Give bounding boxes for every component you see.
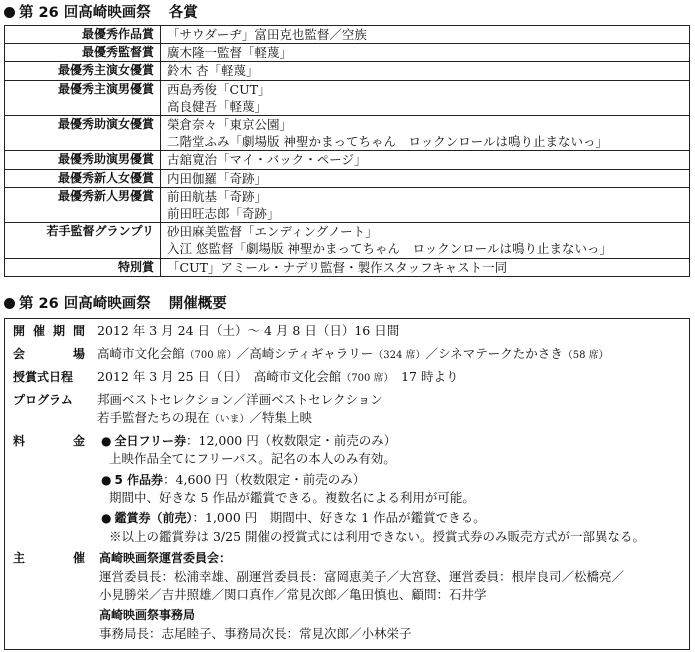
award-category: 最優秀新人女優賞 (5, 169, 161, 187)
program-line-1: 邦画ベストセレクション／洋画ベストセレクション (97, 392, 383, 407)
award-category: 最優秀作品賞 (5, 26, 161, 44)
award-winners (161, 26, 690, 44)
award-winner: 二階堂ふみ「劇場版 神聖かまってちゃん ロックンロールは鳴り止まないっ」 (167, 134, 608, 150)
organizer-committee: 高崎映画祭運営委員会： (99, 551, 232, 565)
awards-section-title: 第 26 回高崎映画祭 各賞 (4, 3, 198, 23)
award-category: 最優秀新人男優賞 (5, 187, 161, 222)
committee-line-2: 小見勝栄／吉井照雄／関口真作／常見次郎／亀田慎也、顧問：石井学 (99, 587, 487, 602)
award-row (5, 223, 690, 258)
award-winner: 「CUT」アミール・ナデリ監督・製作スタッフキャスト一同 (167, 259, 508, 275)
award-winner: 高良健吾「軽蔑」 (167, 98, 268, 114)
office-line-1: 事務局長：志尾睦子、事務局次長：常見次郎／小林栄子 (99, 626, 412, 641)
award-winner: 砂田麻美監督「エンディングノート」 (167, 224, 378, 240)
fee-label: 料 金 (13, 434, 85, 448)
award-category: 最優秀監督賞 (5, 44, 161, 62)
award-winners (161, 169, 690, 187)
fee-footnote: ※以上の鑑賞券は 3/25 開催の授賞式には利用できない。授賞式券のみ販売方式が一部異なる。 (109, 529, 646, 544)
award-row (5, 151, 690, 169)
award-winner: 前田旺志郎「奇跡」 (167, 205, 280, 221)
ticket-five-note: 期間中、好きな 5 作品が鑑賞できる。複数名による利用が可能。 (109, 490, 475, 505)
award-winner: 入江 悠監督「劇場版 神聖かまってちゃん ロックンロールは鳴り止まないっ」 (167, 241, 612, 257)
award-winner: 古舘寛治「マイ・バック・ページ」 (167, 152, 367, 168)
venue-label: 会 場 (13, 347, 85, 361)
bullet-icon: ● (101, 511, 112, 525)
program-line-2: 若手監督たちの現在（いま）／特集上映 (97, 410, 313, 425)
ceremony-value: 2012 年 3 月 25 日（日） 高崎市文化会館（700 席） 17 時より (97, 369, 459, 384)
award-row (5, 62, 690, 80)
award-winner: 前田航基「奇跡」 (167, 188, 268, 204)
award-winner: 「サウダーヂ」富田克也監督／空族 (167, 27, 367, 42)
award-category: 特別賞 (5, 258, 161, 276)
committee-line-1: 運営委員長：松浦幸雄、副運営委員長：富岡恵美子／大宮登、運営委員：根岸良司／松橋亮／ (99, 569, 625, 584)
award-winners (161, 115, 690, 150)
bullet-icon: ● (101, 473, 112, 487)
overview-box (4, 318, 690, 650)
award-winners (161, 44, 690, 62)
award-category: 最優秀主演男優賞 (5, 80, 161, 115)
award-row (5, 169, 690, 187)
ticket-free-pass-note: 上映作品全てにフリーパス。記名の本人のみ有効。 (109, 451, 396, 466)
award-winners (161, 223, 690, 258)
ticket-five: ● 5 作品券：4,600 円（枚数限定・前売のみ） (101, 472, 366, 487)
overview-section-title: 第 26 回高崎映画祭 開催概要 (4, 294, 227, 314)
award-winner: 鈴木 杏「軽蔑」 (167, 63, 259, 79)
award-winners (161, 151, 690, 169)
award-winners (161, 62, 690, 80)
bullet-icon (4, 7, 15, 18)
award-category: 若手監督グランプリ (5, 223, 161, 258)
award-winner: 廣木隆一監督「軽蔑」 (167, 45, 293, 61)
program-label: プログラム (13, 393, 73, 407)
ticket-single: ● 鑑賞券（前売）：1,000 円 期間中、好きな 1 作品が鑑賞できる。 (101, 510, 486, 525)
organizer-label: 主 催 (13, 551, 85, 565)
award-row (5, 258, 690, 276)
award-winner: 榮倉奈々「東京公園」 (167, 116, 293, 132)
award-winner: 西島秀俊「CUT」 (167, 81, 271, 97)
period-label: 開 催 期 間 (13, 324, 85, 338)
award-winners (161, 80, 690, 115)
award-row (5, 115, 690, 150)
award-winners (161, 187, 690, 222)
award-winner: 内田伽羅「奇跡」 (167, 170, 268, 186)
award-winners (161, 258, 690, 276)
ceremony-label: 授賞式日程 (13, 370, 74, 384)
award-category: 最優秀助演女優賞 (5, 115, 161, 150)
award-row (5, 80, 690, 115)
ticket-free-pass: ● 全日フリー券：12,000 円（枚数限定・前売のみ） (101, 433, 397, 448)
award-category: 最優秀主演女優賞 (5, 62, 161, 80)
award-category: 最優秀助演男優賞 (5, 151, 161, 169)
award-row (5, 44, 690, 62)
period-value: 2012 年 3 月 24 日（土）～ 4 月 8 日（日）16 日間 (97, 323, 400, 338)
awards-table (4, 25, 690, 277)
bullet-icon: ● (101, 434, 112, 448)
organizer-office: 高崎映画祭事務局 (99, 608, 196, 622)
venue-value: 高崎市文化会館（700 席）／高崎シティギャラリー（324 席）／シネマテークたかさき（58 席） (97, 346, 609, 361)
award-row (5, 187, 690, 222)
award-row (5, 26, 690, 44)
bullet-icon (4, 298, 15, 309)
